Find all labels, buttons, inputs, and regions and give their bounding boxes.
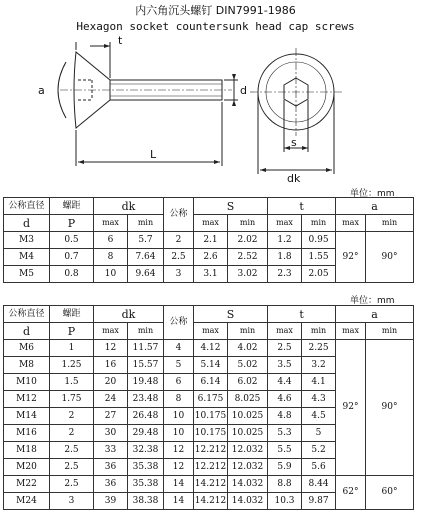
cell: 2.3	[268, 266, 302, 283]
cell: 2	[50, 408, 94, 425]
cell: M10	[4, 374, 50, 391]
cell: 6.14	[194, 374, 228, 391]
cell: 2.5	[50, 476, 94, 493]
cell: 1	[50, 340, 94, 357]
cell: 11.57	[128, 340, 164, 357]
hdr-dk: dk	[94, 198, 164, 215]
cell: M8	[4, 357, 50, 374]
cell: 9.64	[128, 266, 164, 283]
cell: 5.2	[302, 442, 336, 459]
cell: 5.9	[268, 459, 302, 476]
spec-table-small	[3, 197, 414, 283]
cell: 3	[50, 493, 94, 510]
cell: 24	[94, 391, 128, 408]
cell: 1.55	[302, 249, 336, 266]
cell: M24	[4, 493, 50, 510]
hdr-dk: dk	[94, 306, 164, 323]
cell: 19.48	[128, 374, 164, 391]
cell: 1.25	[50, 357, 94, 374]
cell: 2.02	[228, 232, 268, 249]
cell-a-max-last: 62°	[336, 476, 366, 510]
cell: 36	[94, 476, 128, 493]
hdr-gongcheng: 公称	[164, 306, 194, 340]
hdr-dk-max: max	[94, 323, 128, 340]
hdr-t-min: min	[302, 215, 336, 232]
cell: 6.175	[194, 391, 228, 408]
cell: 5.3	[268, 425, 302, 442]
screw-drawing	[0, 34, 431, 184]
hdr-s-max: max	[194, 323, 228, 340]
cell: 2.5	[164, 249, 194, 266]
cell: 12	[164, 459, 194, 476]
cell: 1.5	[50, 374, 94, 391]
label-d: d	[240, 84, 247, 97]
cell: 4.02	[228, 340, 268, 357]
cell: 12.212	[194, 459, 228, 476]
hdr-a-max: max	[336, 323, 366, 340]
cell: 3	[164, 266, 194, 283]
cell: 29.48	[128, 425, 164, 442]
cell: 16	[94, 357, 128, 374]
hdr-pitch: 螺距	[50, 198, 94, 215]
table-row	[4, 232, 414, 249]
cell: 7.64	[128, 249, 164, 266]
hdr-s-min: min	[228, 215, 268, 232]
hdr-t-max: max	[268, 323, 302, 340]
cell: 3.1	[194, 266, 228, 283]
cell: M12	[4, 391, 50, 408]
cell: 14.032	[228, 493, 268, 510]
cell: 10.3	[268, 493, 302, 510]
cell: 14.212	[194, 476, 228, 493]
cell: 15.57	[128, 357, 164, 374]
cell: 1.75	[50, 391, 94, 408]
cell: 4.5	[302, 408, 336, 425]
cell: 10.025	[228, 408, 268, 425]
cell: 12.212	[194, 442, 228, 459]
cell: 26.48	[128, 408, 164, 425]
cell: 12.032	[228, 459, 268, 476]
cell: 5.7	[128, 232, 164, 249]
cell: M4	[4, 249, 50, 266]
cell: 2.1	[194, 232, 228, 249]
cell: 2.5	[50, 459, 94, 476]
cell: 2.25	[302, 340, 336, 357]
cell: 4.6	[268, 391, 302, 408]
hdr-dk-max: max	[94, 215, 128, 232]
cell: 14	[164, 493, 194, 510]
cell: M16	[4, 425, 50, 442]
cell-a-max: 92°	[336, 232, 366, 283]
cell: 12	[164, 442, 194, 459]
hdr-dk-min: min	[128, 215, 164, 232]
cell: 5	[302, 425, 336, 442]
cell: 6	[94, 232, 128, 249]
cell-a-min: 90°	[366, 232, 414, 283]
hdr-s: S	[194, 306, 268, 323]
hdr-t: t	[268, 198, 336, 215]
cell: 5.6	[302, 459, 336, 476]
hdr-gongcheng: 公称	[164, 198, 194, 232]
cell: 4.8	[268, 408, 302, 425]
hdr-d: d	[4, 323, 50, 340]
hdr-a-min: min	[366, 323, 414, 340]
cell: 6.02	[228, 374, 268, 391]
cell: 0.5	[50, 232, 94, 249]
cell: 10.175	[194, 425, 228, 442]
cell: 10	[164, 408, 194, 425]
hdr-a: a	[336, 198, 414, 215]
cell: 8	[164, 391, 194, 408]
hdr-s: S	[194, 198, 268, 215]
cell: 14.032	[228, 476, 268, 493]
cell: 10.175	[194, 408, 228, 425]
cell: 38.38	[128, 493, 164, 510]
cell: 32.38	[128, 442, 164, 459]
cell: 8	[94, 249, 128, 266]
cell: 9.87	[302, 493, 336, 510]
label-s: s	[291, 136, 297, 149]
hdr-d: d	[4, 215, 50, 232]
cell: 1.2	[268, 232, 302, 249]
hdr-a-min: min	[366, 215, 414, 232]
cell: 14	[164, 476, 194, 493]
hdr-s-max: max	[194, 215, 228, 232]
cell: 12.032	[228, 442, 268, 459]
hdr-a: a	[336, 306, 414, 323]
cell: 5.14	[194, 357, 228, 374]
cell: 10.025	[228, 425, 268, 442]
cell: 30	[94, 425, 128, 442]
cell: 12	[94, 340, 128, 357]
cell: 33	[94, 442, 128, 459]
cell: M3	[4, 232, 50, 249]
hdr-p: P	[50, 323, 94, 340]
cell: 3.2	[302, 357, 336, 374]
cell: 2.05	[302, 266, 336, 283]
cell: M22	[4, 476, 50, 493]
page-title: 内六角沉头螺钉 DIN7991-1986	[135, 4, 296, 17]
cell: 1.8	[268, 249, 302, 266]
label-a: a	[38, 84, 45, 97]
cell: 6	[164, 374, 194, 391]
cell: 0.7	[50, 249, 94, 266]
cell: 10	[164, 425, 194, 442]
cell: 4.1	[302, 374, 336, 391]
page-subtitle: Hexagon socket countersunk head cap screws	[76, 20, 355, 33]
cell: 5.02	[228, 357, 268, 374]
cell: 5	[164, 357, 194, 374]
hdr-a-max: max	[336, 215, 366, 232]
hdr-t-max: max	[268, 215, 302, 232]
cell: 5.5	[268, 442, 302, 459]
hdr-t: t	[268, 306, 336, 323]
hdr-t-min: min	[302, 323, 336, 340]
cell-a-min-last: 60°	[366, 476, 414, 510]
cell: 0.8	[50, 266, 94, 283]
hdr-s-min: min	[228, 323, 268, 340]
cell: 3.5	[268, 357, 302, 374]
cell: 8.025	[228, 391, 268, 408]
hdr-pitch: 螺距	[50, 306, 94, 323]
cell: 2.5	[268, 340, 302, 357]
cell: 4.4	[268, 374, 302, 391]
hdr-p: P	[50, 215, 94, 232]
cell: 14.212	[194, 493, 228, 510]
cell: 39	[94, 493, 128, 510]
cell: 2.5	[50, 442, 94, 459]
hdr-dk-min: min	[128, 323, 164, 340]
cell: M18	[4, 442, 50, 459]
label-L: L	[150, 148, 157, 161]
hdr-nominal: 公称直径	[4, 306, 50, 323]
cell: 27	[94, 408, 128, 425]
cell: M6	[4, 340, 50, 357]
cell-a-min: 90°	[366, 340, 414, 476]
cell: 2.6	[194, 249, 228, 266]
cell: 23.48	[128, 391, 164, 408]
cell: M14	[4, 408, 50, 425]
cell: M20	[4, 459, 50, 476]
label-t: t	[118, 34, 123, 47]
cell: 3.02	[228, 266, 268, 283]
spec-table-large	[3, 305, 414, 510]
table-row	[4, 476, 414, 493]
cell: 0.95	[302, 232, 336, 249]
cell: 2.52	[228, 249, 268, 266]
table-row	[4, 340, 414, 357]
cell: 4.3	[302, 391, 336, 408]
unit-label-1: 单位：mm	[350, 189, 395, 199]
cell: 20	[94, 374, 128, 391]
cell: 4.12	[194, 340, 228, 357]
cell: 2	[164, 232, 194, 249]
cell: 35.38	[128, 459, 164, 476]
cell: 2	[50, 425, 94, 442]
cell: M5	[4, 266, 50, 283]
cell: 8.8	[268, 476, 302, 493]
cell: 4	[164, 340, 194, 357]
hdr-nominal: 公称直径	[4, 198, 50, 215]
cell: 10	[94, 266, 128, 283]
cell: 8.44	[302, 476, 336, 493]
unit-label-2: 单位：mm	[350, 296, 395, 306]
label-dk: dk	[287, 172, 301, 184]
cell: 35.38	[128, 476, 164, 493]
cell: 36	[94, 459, 128, 476]
cell-a-max: 92°	[336, 340, 366, 476]
